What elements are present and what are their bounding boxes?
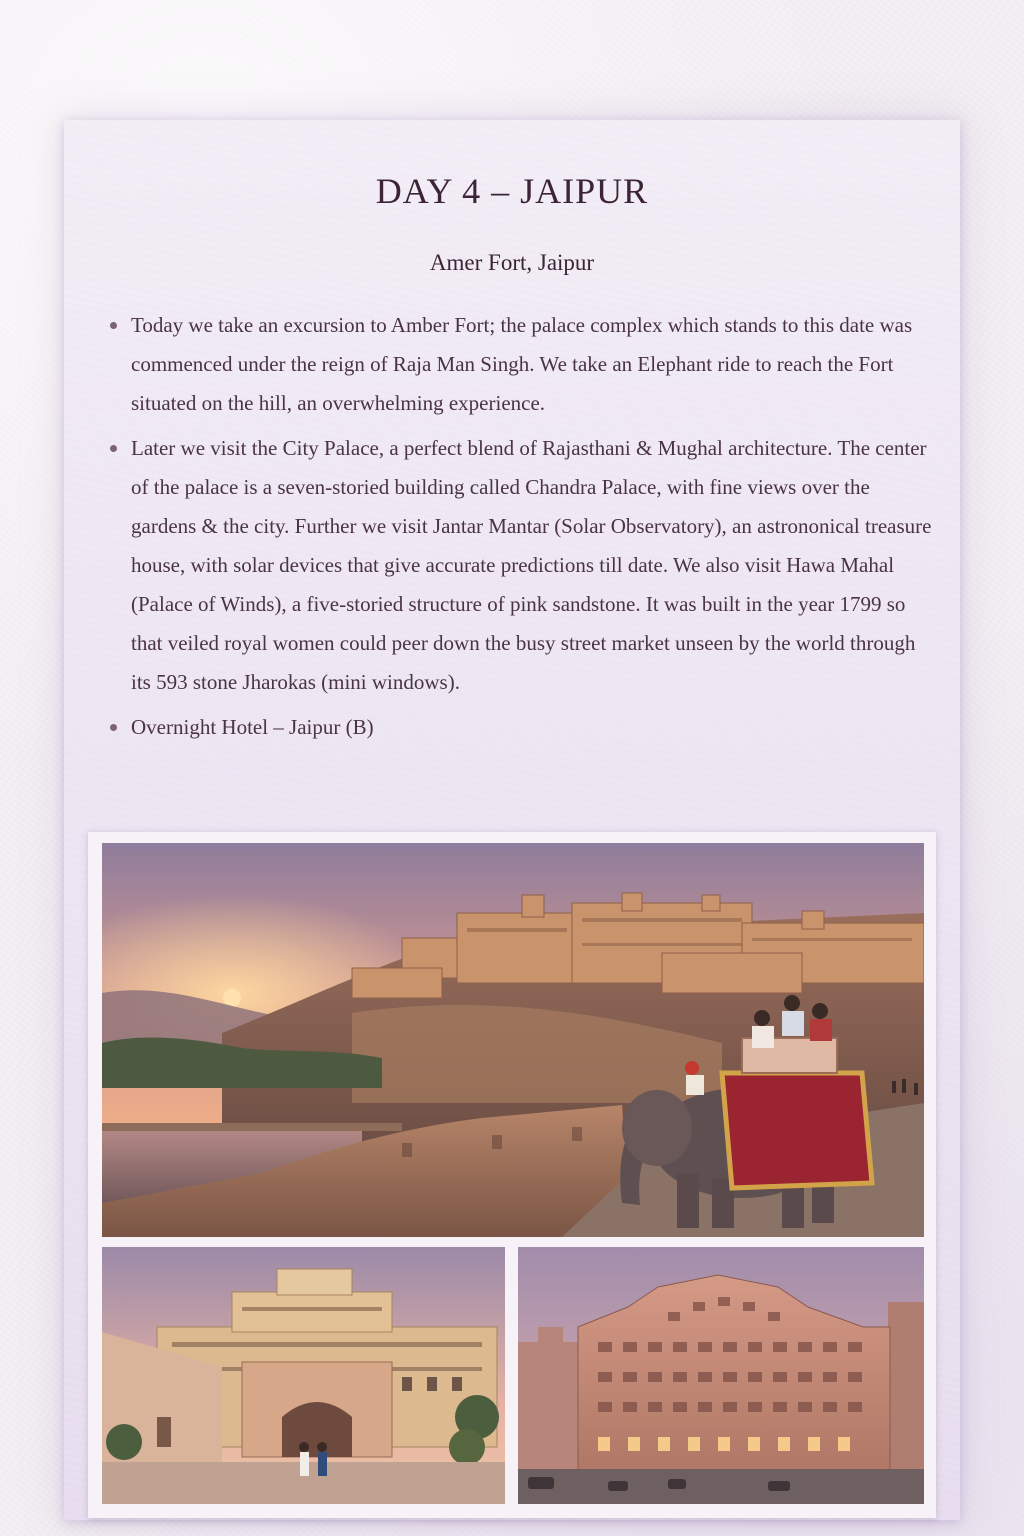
bullet-dot-icon — [110, 724, 117, 731]
bullet-item — [106, 708, 938, 747]
amer-fort-elephant-photo — [102, 843, 924, 1237]
bullet-text: Later we visit the City Palace, a perfect blend of Rajasthani & Mughal architecture. The center of the palace is a seven-storied building called Chandra Palace, with fine views over the gardens & the city. Further we visit Jantar Mantar (Solar Observatory), an astrononical treasure house, with solar devices that give accurate predictions till date. We also visit Hawa Mahal (Palace of Winds), a five-storied structure of pink sandstone. It was built in the year 1799 so that veiled royal women could peer down the busy street market unseen by the world through its 593 stone Jharokas (mini windows). — [131, 436, 932, 694]
subtitle: Amer Fort, Jaipur — [429, 250, 595, 275]
bullet-item — [106, 429, 938, 702]
bullet-text: Today we take an excursion to Amber Fort; the palace complex which stands to this date was commenced under the reign of Raja Man Singh. We take an Elephant ride to reach the Fort situated on the hill, an overwhelming experience. — [131, 313, 913, 415]
bullet-dot-icon — [110, 445, 117, 452]
bullet-text: Overnight Hotel – Jaipur (B) — [131, 715, 374, 739]
bullet-dot-icon — [110, 322, 117, 329]
itinerary-bullet-list — [106, 306, 938, 753]
day-heading: DAY 4 – JAIPUR — [375, 171, 649, 211]
city-palace-photo — [102, 1247, 505, 1504]
bullet-item — [106, 306, 938, 423]
hawa-mahal-photo — [518, 1247, 924, 1504]
